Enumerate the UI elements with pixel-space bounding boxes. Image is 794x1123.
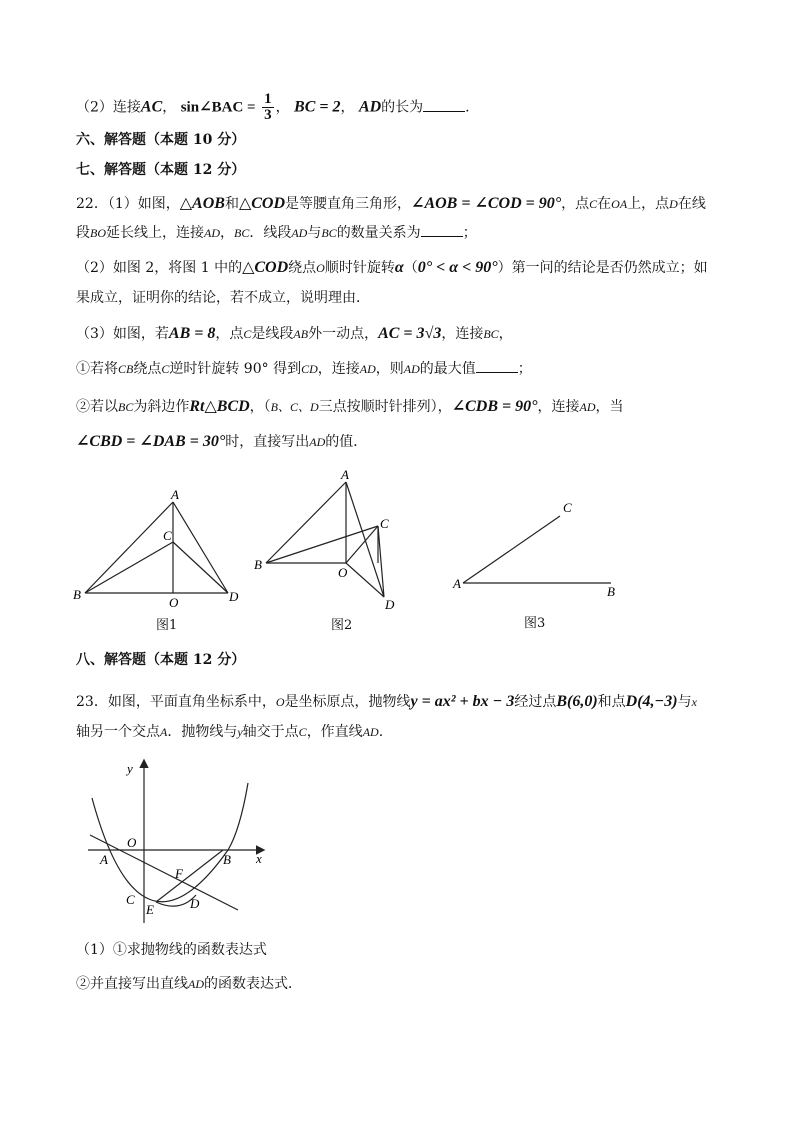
text: 轴另一个交点 <box>76 724 160 740</box>
label-c: C <box>563 500 572 515</box>
text: ．抛物线与 <box>167 724 238 740</box>
math-rt-triangle: Rt△BCD <box>189 398 250 415</box>
label-c: C <box>163 528 172 543</box>
label-y: y <box>127 761 133 776</box>
text: 和 <box>224 196 239 212</box>
text: ）第一问的结论是否仍然成立；如 <box>497 260 708 276</box>
answer-blank[interactable] <box>476 360 518 373</box>
math-point: A <box>160 725 168 739</box>
text: ．线段 <box>249 225 292 241</box>
text: 绕点 <box>133 361 162 377</box>
text: 22．（1）如图， <box>76 196 180 212</box>
text: ， <box>220 225 234 241</box>
label-a: A <box>341 467 349 482</box>
math-segment: AD <box>359 362 376 376</box>
segment-bc <box>266 526 378 563</box>
section-eight-heading: 八、解答题（本题 12 分） <box>76 652 246 668</box>
label-b: B <box>254 557 262 572</box>
math-ac: AC = 3√3 <box>378 325 442 342</box>
math-point: C <box>161 362 170 376</box>
math-angles: ∠CBD = ∠DAB = 30° <box>76 433 226 450</box>
math-range: 0° < α < 90° <box>417 259 498 276</box>
figure-1-caption: 图1 <box>156 618 178 633</box>
text: ，连接 <box>441 326 484 342</box>
text: 为斜边作 <box>133 399 190 415</box>
math-angles: ∠AOB = ∠COD = 90° <box>411 195 562 212</box>
answer-blank[interactable] <box>421 224 463 237</box>
math-segment: BC <box>234 226 250 240</box>
math-segment: AB <box>293 327 309 341</box>
segment-cd <box>173 542 228 593</box>
math-segment: OA <box>611 197 628 211</box>
text: 与 <box>307 225 322 241</box>
figure-2-caption: 图2 <box>331 618 353 633</box>
label-c: C <box>380 516 389 531</box>
text: 在 <box>597 196 612 212</box>
figure-3 <box>463 516 611 583</box>
q22-line4: 果成立，证明你的结论，若不成立，说明理由． <box>76 290 370 306</box>
label-b: B <box>73 587 81 602</box>
math-segment: AD <box>403 362 420 376</box>
section-seven-heading: 七、解答题（本题 12 分） <box>76 162 246 178</box>
text: 是线段 <box>251 326 294 342</box>
text: ②并直接写出直线 <box>76 976 188 992</box>
label-f: F <box>175 866 183 881</box>
text: 经过点 <box>514 694 557 710</box>
label-o: O <box>127 835 137 850</box>
text: 23．如图，平面直角坐标系中， <box>76 694 276 710</box>
segment-ba <box>266 482 346 563</box>
text: ，则 <box>375 361 404 377</box>
q22-line7 <box>76 397 624 417</box>
segment-ac <box>463 516 560 583</box>
math-triangle-aob: △AOB <box>179 195 225 212</box>
math-point: O <box>275 695 285 709</box>
math-ab: AB = 8 <box>168 325 216 342</box>
math-point: C <box>298 725 307 739</box>
text: 和点 <box>597 694 626 710</box>
segment-eb <box>156 850 223 902</box>
text: 的值． <box>325 434 368 450</box>
text: 绕点 <box>288 260 317 276</box>
text: 是坐标原点，抛物线 <box>284 694 411 710</box>
math-angle: ∠CDB = 90° <box>451 398 538 415</box>
math-bc: BC = 2 <box>294 98 341 116</box>
label-x: x <box>256 851 262 866</box>
label-d: D <box>190 896 200 911</box>
math-sin: sin∠BAC = <box>180 99 256 116</box>
label-o: O <box>338 565 348 580</box>
math-triangle-cod: △COD <box>242 259 289 276</box>
q22-line2 <box>76 223 477 243</box>
math-point-b: B(6,0) <box>556 693 598 710</box>
text: 顺时针旋转 <box>324 260 395 276</box>
text: 与 <box>677 694 692 710</box>
text: 在线 <box>677 196 706 212</box>
math-point: D <box>669 197 678 211</box>
text: 的长为 <box>381 99 424 116</box>
q22-line1 <box>76 194 706 214</box>
text: （3）如图，若 <box>76 326 169 342</box>
q22-line5 <box>76 324 513 344</box>
text: ， <box>275 99 290 116</box>
text: ，作直线 <box>306 724 363 740</box>
text: （2）连接 <box>76 99 141 116</box>
figure-3-caption: 图3 <box>524 616 546 631</box>
math-point: O <box>316 261 325 275</box>
text: ，点 <box>561 196 590 212</box>
text: . <box>378 724 384 740</box>
segment-ad <box>173 502 228 593</box>
math-points: B、C、D <box>270 400 319 414</box>
text: 是等腰直角三角形， <box>285 196 412 212</box>
label-c: C <box>126 892 135 907</box>
math-y: y <box>237 725 243 739</box>
text: 的最大值 <box>419 361 476 377</box>
q22-line3 <box>76 258 708 278</box>
text: （2）如图 2，将图 1 中的 <box>76 260 243 276</box>
text: 三点按顺时针排列）， <box>318 399 452 415</box>
q23-line1 <box>76 692 697 712</box>
math-segment: BC <box>118 400 134 414</box>
q21-part2-line <box>76 92 470 123</box>
figure-1 <box>85 502 228 593</box>
math-segment: AD <box>188 977 204 991</box>
q23-part1: （1）①求抛物线的函数表达式 <box>76 942 267 958</box>
text: ，（ <box>249 399 271 415</box>
text: ②若以 <box>76 399 118 415</box>
segment-ba <box>85 502 173 593</box>
segment-bc <box>85 542 173 593</box>
text: ； <box>517 361 532 377</box>
math-point-d: D(4,−3) <box>625 693 678 710</box>
math-parabola-equation: y = ax² + bx − 3 <box>410 693 515 710</box>
label-a: A <box>100 852 108 867</box>
figure-2 <box>266 482 384 597</box>
text: ； <box>462 225 477 241</box>
q22-figures <box>60 462 680 637</box>
parabola-curve <box>92 783 248 902</box>
text: ， <box>162 99 177 116</box>
math-x: x <box>691 695 697 709</box>
text: 逆时针旋转 90° 得到 <box>169 361 302 377</box>
math-segment: BO <box>90 226 106 240</box>
label-b: B <box>607 584 615 599</box>
fraction-numerator: 1 <box>264 91 272 107</box>
fraction-denominator: 3 <box>264 107 272 123</box>
math-segment: CB <box>118 362 134 376</box>
label-a: A <box>171 487 179 502</box>
text: ， <box>340 99 355 116</box>
text: 的函数表达式． <box>204 976 302 992</box>
q23-line2 <box>76 722 383 742</box>
text: （ <box>403 260 418 276</box>
answer-blank[interactable] <box>423 99 465 112</box>
text: ，连接 <box>317 361 360 377</box>
text: 上，点 <box>627 196 670 212</box>
math-segment: CD <box>301 362 318 376</box>
text: ①若将 <box>76 361 118 377</box>
text: 的数量关系为 <box>336 225 421 241</box>
math-point: C <box>243 327 252 341</box>
text: 轴交于点 <box>242 724 299 740</box>
q23-coordinate-graph <box>80 755 280 930</box>
label-b: B <box>223 852 231 867</box>
text: ，点 <box>215 326 244 342</box>
label-d: D <box>385 597 395 612</box>
math-segment: AD <box>309 435 326 449</box>
q22-line8 <box>76 432 367 452</box>
math-ad: AD <box>358 98 382 116</box>
math-segment: AD <box>291 226 308 240</box>
math-segment: AD <box>579 400 596 414</box>
label-a: A <box>453 576 461 591</box>
label-o: O <box>169 595 179 610</box>
text: ，连接 <box>537 399 580 415</box>
math-ac: AC <box>140 98 163 116</box>
text: ，当 <box>595 399 624 415</box>
q23-part2 <box>76 974 302 994</box>
section-six-heading: 六、解答题（本题 10 分） <box>76 132 246 148</box>
label-e: E <box>146 902 154 917</box>
math-triangle-cod: △COD <box>238 195 286 212</box>
math-segment: AD <box>204 226 220 240</box>
label-d: D <box>229 589 239 604</box>
math-segment: BC <box>483 327 499 341</box>
text: 时，直接写出 <box>225 434 310 450</box>
text: ， <box>498 326 513 342</box>
q22-line6 <box>76 359 532 379</box>
text: 延长线上，连接 <box>106 225 204 241</box>
math-alpha: α <box>394 259 404 276</box>
text: 段 <box>76 225 90 241</box>
text: . <box>465 99 470 116</box>
text: 外一动点， <box>308 326 379 342</box>
line-ad <box>90 835 238 910</box>
math-point: C <box>589 197 598 211</box>
math-segment: AD <box>362 725 379 739</box>
math-segment: BC <box>321 226 337 240</box>
fraction-one-third <box>262 92 274 123</box>
